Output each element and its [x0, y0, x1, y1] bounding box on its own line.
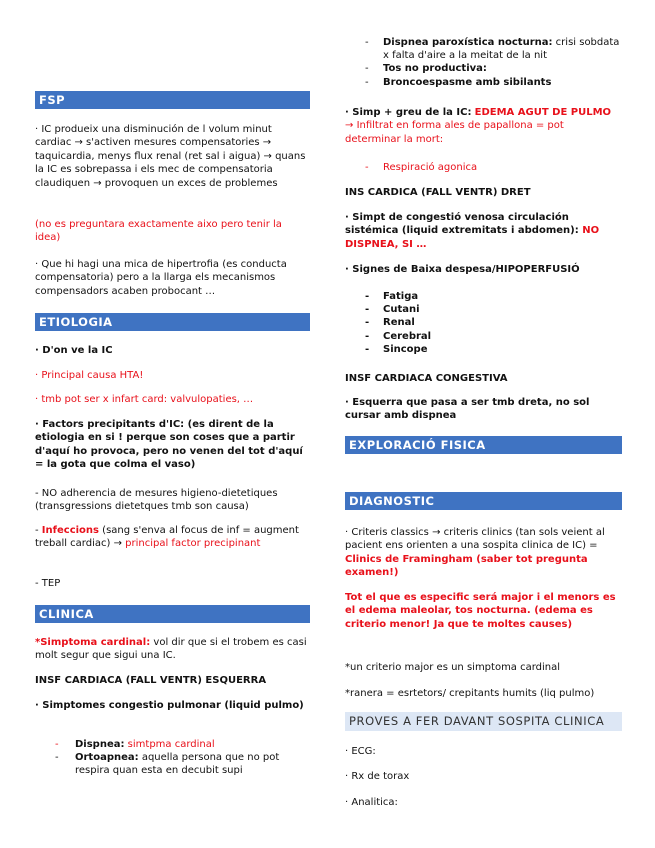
section-header-etiologia: ETIOLOGIA — [35, 313, 310, 331]
simp-greu-ic: · Simp + greu de la IC: EDEMA AGUT DE PULMO → Infiltrat en forma ales de papallona = pot determinar la mort: — [345, 107, 612, 145]
insf-congestiva: INSF CARDIACA CONGESTIVA — [345, 373, 508, 384]
list-item: - Cerebral — [365, 330, 432, 342]
etiologia-factors: · Factors precipitants d'IC: (es dirent de la etiologia en si ! perque son coses que a partir d'aquí ho provoca, pero no venen del tot d'aquí = la gota que colma el vaso) — [35, 419, 303, 471]
etiologia-no-adherencia: - NO adherencia de mesures higieno-dietetiques (transgressions dietetques tmb son causa) — [35, 488, 278, 513]
list-item: - Broncoespasme amb sibilants — [365, 76, 552, 88]
fsp-note: (no es preguntara exactamente aixo pero tenir la idea) — [35, 219, 282, 244]
list-item: - Tos no productiva: — [365, 63, 487, 75]
list-item: - Dispnea paroxística nocturna: crisi sobdata x falta d'aire a la meitat de la nit — [365, 37, 620, 62]
esquerra-dreta: · Esquerra que pasa a ser tmb dreta, no sol cursar amb dispnea — [345, 397, 590, 422]
list-item: - Cutani — [365, 304, 420, 316]
clinica-simptoma-cardinal: *Simptoma cardinal: vol dir que si el trobem es casi molt segur que sigui una IC. — [35, 637, 307, 662]
fsp-paragraph-2: · Que hi hagi una mica de hipertrofia (es conducta compensatoria) pero a la llarga els mecanismos compensadors acaben probocant … — [35, 259, 287, 297]
section-header-fsp: FSP — [35, 91, 310, 109]
signes-list — [345, 290, 622, 356]
clinica-congestio-pulmonar: · Simptomes congestio pulmonar (liquid pulmo) — [35, 700, 304, 711]
list-item: - Respiració agonica — [365, 162, 478, 173]
signes-hipoperfusio: · Signes de Baixa despesa/HIPOPERFUSIÓ — [345, 264, 580, 275]
section-header-clinica: CLINICA — [35, 605, 310, 623]
etiologia-main-cause: · Principal causa HTA! — [35, 370, 144, 381]
top-symptom-list — [345, 36, 622, 89]
clinica-insf-esquerra: INSF CARDIACA (FALL VENTR) ESQUERRA — [35, 675, 267, 686]
etiologia-question: · D'on ve la IC — [35, 345, 113, 356]
section-header-diagnostic: DIAGNOSTIC — [345, 492, 622, 510]
proves-analitica: · Analitica: — [345, 797, 398, 808]
proves-rx: · Rx de torax — [345, 771, 410, 782]
clinica-symptom-list — [35, 738, 310, 778]
resp-list — [345, 161, 622, 174]
list-item: - Ortoapnea: aquella persona que no pot respira quan esta en decubit supi — [55, 752, 280, 777]
section-header-proves: PROVES A FER DAVANT SOSPITA CLINICA — [345, 712, 622, 731]
insf-dret: INS CARDICA (FALL VENTR) DRET — [345, 187, 531, 198]
proves-ecg: · ECG: — [345, 746, 376, 757]
criterio-major: *un criterio major es un simptoma cardinal — [345, 662, 561, 673]
etiologia-infeccions: - Infeccions (sang s'enva al focus de inf = augment treball cardiac) → principal factor precipinant — [35, 525, 299, 550]
section-header-exploracio: EXPLORACIÓ FISICA — [345, 436, 622, 454]
especific-note: Tot el que es especific será major i el menors es el edema maleolar, tos nocturna. (edema es criterio menor! Ja que te moltes causes) — [345, 592, 616, 630]
ranera: *ranera = esrtetors/ crepitants humits (liq pulmo) — [345, 688, 595, 699]
etiologia-infart: · tmb pot ser x infart card: valvulopaties, … — [35, 394, 254, 405]
list-item: - Dispnea: simtpma cardinal — [55, 739, 215, 750]
criteris-classics: · Criteris classics → criteris clinics (tan sols veient al pacient ens orienten a una sospita clinica de IC) = Clinics de Framingham (saber tot pregunta examen!) — [345, 527, 605, 579]
list-item: - Sincope — [365, 343, 428, 355]
congestio-venosa: · Simpt de congestió venosa circulación sistémica (liquid extremitats i abdomen): NO DISPNEA, SI … — [345, 212, 600, 250]
fsp-paragraph-1: · IC produeix una disminución de l volum minut cardiac → s'activen mesures compensatories → taquicardia, menys flux renal (ret sal i aigua) → quans la IC es sobrepassa i els mec de compensatoria claudiquen → provoquen un exces de problemes — [35, 124, 306, 189]
list-item: - Renal — [365, 317, 415, 329]
etiologia-tep: - TEP — [35, 578, 61, 589]
list-item: - Fatiga — [365, 291, 419, 302]
